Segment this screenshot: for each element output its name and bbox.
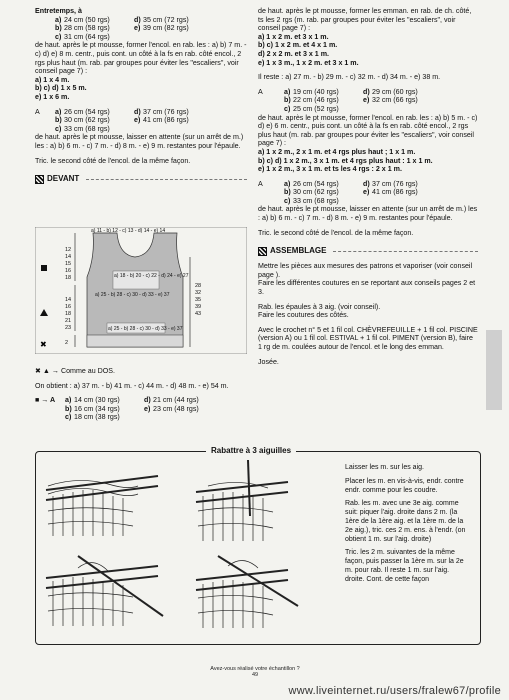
rabattre-step: Tric. les 2 m. suivantes de la même façon, puis passer la 1ère m. sur la 2e m. pour rab. Il reste 1 m. sur l'aig. droite. Cont. de cette façon (345, 549, 464, 583)
size-value: 18 cm (38 rgs) (74, 413, 120, 422)
size-key: e) (363, 188, 370, 197)
size-value: 41 cm (86 rgs) (372, 188, 418, 197)
size-key: e) (134, 116, 141, 125)
list-line: d) 2 x 2 m. et 3 x 1 m. (258, 49, 329, 58)
size-table-3 (35, 396, 247, 422)
size-key: b) (284, 188, 291, 197)
size-value: 39 cm (82 rgs) (143, 24, 189, 33)
left-column (35, 7, 247, 184)
size-key: e) (363, 96, 370, 105)
heading-rule (333, 251, 478, 252)
left-num: 14 (65, 254, 72, 260)
size-value: 26 cm (54 rgs) (64, 107, 110, 116)
size-table-2 (35, 108, 247, 134)
square-symbol-icon (41, 265, 47, 271)
size-key: d) (134, 107, 141, 116)
signature: Josée. (258, 357, 279, 366)
size-key: b) (65, 404, 72, 413)
size-key: c) (55, 124, 62, 133)
triangle-symbol-icon (40, 309, 48, 316)
paragraph: Faire les coutures des côtés. (258, 311, 349, 320)
a-marker: ■ → A (35, 396, 56, 405)
size-value: 16 cm (34 rgs) (74, 404, 120, 413)
size-value: 37 cm (76 rgs) (143, 107, 189, 116)
illustration-4 (198, 560, 273, 628)
devant-heading (35, 175, 247, 184)
size-value: 14 cm (30 rgs) (74, 396, 120, 405)
inner-measure-2: a) 25 - b) 28 - c) 30 - d) 33 - e) 37 (95, 292, 170, 298)
size-key: d) (144, 396, 151, 405)
list-line: a) 1 x 2 m. et 3 x 1 m. (258, 32, 329, 41)
a-marker: A (258, 179, 263, 188)
knitting-illustrations (38, 456, 338, 641)
paragraph: de haut. après le pt mousse, former l'encol. en rab. les : a) b) 5 m. - c) d) e) 6 m. centr., puis cont. un côté à la fs en rab. côté encol., 2 rgs plus haut (m. rab. par groupes pour éviter les "escaliers", voir conseil page 7) : (258, 113, 478, 148)
cross-reference: ✖ ▲ → Comme au DOS. (35, 367, 115, 375)
rabattre-step: Placer les m. en vis-à-vis, endr. contre endr. comme pour les coudre. (345, 477, 464, 494)
right-num: 43 (195, 311, 202, 317)
list-line: e) 1 x 6 m. (35, 92, 70, 101)
size-value: 30 cm (62 rgs) (293, 188, 339, 197)
size-table-5 (258, 180, 478, 206)
right-num: 28 (195, 283, 202, 289)
paragraph: de haut. après le pt mousse, former les emman. en rab. de ch. côté, ts les 2 rgs (m. rab. par groupes pour éviter les "escaliers", voir conseil page 7) : (258, 7, 472, 33)
needle (196, 482, 288, 492)
size-key: b) (284, 96, 291, 105)
needle (78, 556, 163, 616)
left-num: 18 (65, 275, 72, 281)
list-line: a) 1 x 2 m., 2 x 1 m. et 4 rgs plus haut ; 1 x 1 m. (258, 147, 416, 156)
list-line: b) c) d) 1 x 5 m. (35, 84, 87, 93)
a-marker: A (258, 87, 263, 96)
size-key: d) (363, 179, 370, 188)
size-key: c) (55, 32, 62, 41)
right-column (258, 7, 478, 366)
size-key: e) (134, 24, 141, 33)
size-table-4 (258, 88, 478, 114)
rabattre-step: Laisser les m. sur les aig. (345, 464, 424, 471)
left-num: 14 (65, 297, 72, 303)
paragraph: de haut. après le pt mousse, laisser en attente (sur un arrêt de m.) les : a) b) 6 m. - c) 7 m. - d) 8 m. - e) 9 m. restantes pour l'épaule. (258, 205, 478, 223)
paragraph: Faire les différentes coutures en se reportant aux conseils pages 2 et 3. (258, 279, 476, 297)
size-value: 28 cm (58 rgs) (64, 24, 110, 33)
devant-title: DEVANT (47, 174, 80, 184)
size-key: a) (55, 15, 62, 24)
needle (248, 460, 250, 516)
list-line: b) c) d) 1 x 2 m., 3 x 1 m. et 4 rgs plus haut : 1 x 1 m. (258, 156, 433, 165)
size-key: d) (134, 15, 141, 24)
assemblage-heading (258, 247, 478, 256)
size-key: a) (284, 87, 291, 96)
list-line: b) c) 1 x 2 m. et 4 x 1 m. (258, 41, 338, 50)
needle (196, 492, 288, 502)
a-marker: A (35, 107, 40, 116)
size-value: 22 cm (46 rgs) (293, 96, 339, 105)
page-footer (200, 666, 310, 678)
paragraph: Avec le crochet n° 5 et 1 fil col. CHÈVREFEUILLE + 1 fil col. PISCINE (version A) ou 1 fil col. ESTIVAL + 1 fil col. PIMENT (version B), faire 1 rg de m. coulées autour de l'encol. et le long des emman. (258, 325, 478, 351)
paragraph: Tric. le second côté de l'encol. de la même façon. (258, 228, 414, 237)
top-measure: a) 11 - b) 12 - c) 13 - d) 14 - e) 14 (91, 228, 166, 234)
size-value: 32 cm (66 rgs) (372, 96, 418, 105)
size-value: 25 cm (52 rgs) (293, 104, 339, 113)
assemblage-title: ASSEMBLAGE (270, 246, 327, 256)
size-value: 29 cm (60 rgs) (372, 87, 418, 96)
right-num: 39 (195, 304, 202, 310)
paragraph: de haut. après le pt mousse, former l'encol. en rab. les : a) b) 7 m. - c) d) e) 8 m. centr., puis cont. un côté à la fs en rab. côté encol., 2 rgs plus haut (m. rab. par groupes pour éviter les "escaliers", voir conseil page 7) : (35, 41, 247, 76)
entretemps-title: Entretemps, à (35, 7, 82, 15)
size-key: a) (55, 107, 62, 116)
illustration-3 (48, 563, 133, 626)
paragraph: Tric. le second côté de l'encol. de la même façon. (35, 156, 191, 165)
left-num: 2 (65, 340, 69, 346)
left-num: 16 (65, 304, 72, 310)
devant-schematic (35, 227, 247, 354)
on-obtient: On obtient : a) 37 m. - b) 41 m. - c) 44 m. - d) 48 m. - e) 54 m. (35, 381, 229, 390)
size-value: 31 cm (64 rgs) (64, 32, 110, 41)
rabattre-title: Rabattre à 3 aiguilles (206, 446, 296, 455)
size-value: 30 cm (62 rgs) (64, 116, 110, 125)
footer-question: Avez-vous réalisé votre échantillon ? (210, 666, 300, 672)
left-num: 21 (65, 318, 72, 324)
list-line: e) 1 x 3 m., 1 x 2 m. et 3 x 1 m. (258, 58, 359, 67)
size-value: 23 cm (48 rgs) (153, 404, 199, 413)
watermark-url: www.liveinternet.ru/users/fralew67/profile (288, 685, 501, 697)
size-key: a) (284, 179, 291, 188)
page-edge-marker (486, 330, 502, 410)
cross-symbol-icon: ✖ (40, 340, 47, 349)
right-num: 35 (195, 297, 202, 303)
paragraph: Mettre les pièces aux mesures des patrons et vaporiser (voir conseil page ). (258, 262, 473, 279)
size-key: d) (363, 87, 370, 96)
rabattre-instructions (345, 464, 470, 590)
page-number: 49 (251, 672, 259, 678)
size-key: b) (55, 116, 62, 125)
size-key: a) (65, 396, 72, 405)
left-num: 12 (65, 247, 72, 253)
heading-rule (86, 179, 247, 180)
size-value: 41 cm (86 rgs) (143, 116, 189, 125)
size-key: c) (284, 196, 291, 205)
left-num: 15 (65, 261, 72, 267)
reste-line: Il reste : a) 27 m. - b) 29 m. - c) 32 m. - d) 34 m. - e) 38 m. (258, 73, 441, 82)
list-line: a) 1 x 4 m. (35, 75, 70, 84)
rabattre-step: Rab. les m. avec une 3e aig. comme suit: piquer l'aig. droite dans 2 m. (la 1ère de la 1ère aig. et la 1ère m. de la 2e aig.), tric. ces 2 m. ens. à l'endr. (on obtient 1 m. sur l'aig. droite) (345, 500, 466, 543)
list-line: e) 1 x 2 m., 3 x 1 m. et ts les 4 rgs : 2 x 1 m. (258, 165, 402, 174)
size-key: c) (65, 413, 72, 422)
size-value: 35 cm (72 rgs) (143, 15, 189, 24)
size-value: 26 cm (54 rgs) (293, 179, 339, 188)
size-key: c) (284, 104, 291, 113)
needle (196, 580, 288, 590)
size-value: 37 cm (76 rgs) (372, 179, 418, 188)
size-table-1 (55, 16, 247, 42)
square-bullet-icon (258, 247, 267, 256)
size-key: e) (144, 404, 151, 413)
right-num: 32 (195, 290, 202, 296)
paragraph: Rab. les épaules à 3 aig. (voir conseil). (258, 302, 381, 311)
square-bullet-icon (35, 175, 44, 184)
left-num: 23 (65, 325, 72, 331)
size-value: 19 cm (40 rgs) (293, 87, 339, 96)
size-value: 33 cm (68 rgs) (64, 124, 110, 133)
inner-measure: a) 18 - b) 20 - c) 22 - d) 24 - e) 27 (114, 273, 189, 279)
size-key: b) (55, 24, 62, 33)
size-value: 33 cm (68 rgs) (293, 196, 339, 205)
bottom-measure: a) 25 - b) 28 - c) 30 - d) 33 - e) 37 (108, 326, 183, 332)
paragraph: de haut. après le pt mousse, laisser en attente (sur un arrêt de m.) les : a) b) 6 m. - c) 7 m. - d) 8 m. - e) 9 m. restantes pour l'épaule. (35, 133, 244, 150)
left-column-lower (35, 367, 247, 422)
left-num: 18 (65, 311, 72, 317)
left-num: 16 (65, 268, 72, 274)
size-value: 21 cm (44 rgs) (153, 396, 199, 405)
size-value: 24 cm (50 rgs) (64, 15, 110, 24)
